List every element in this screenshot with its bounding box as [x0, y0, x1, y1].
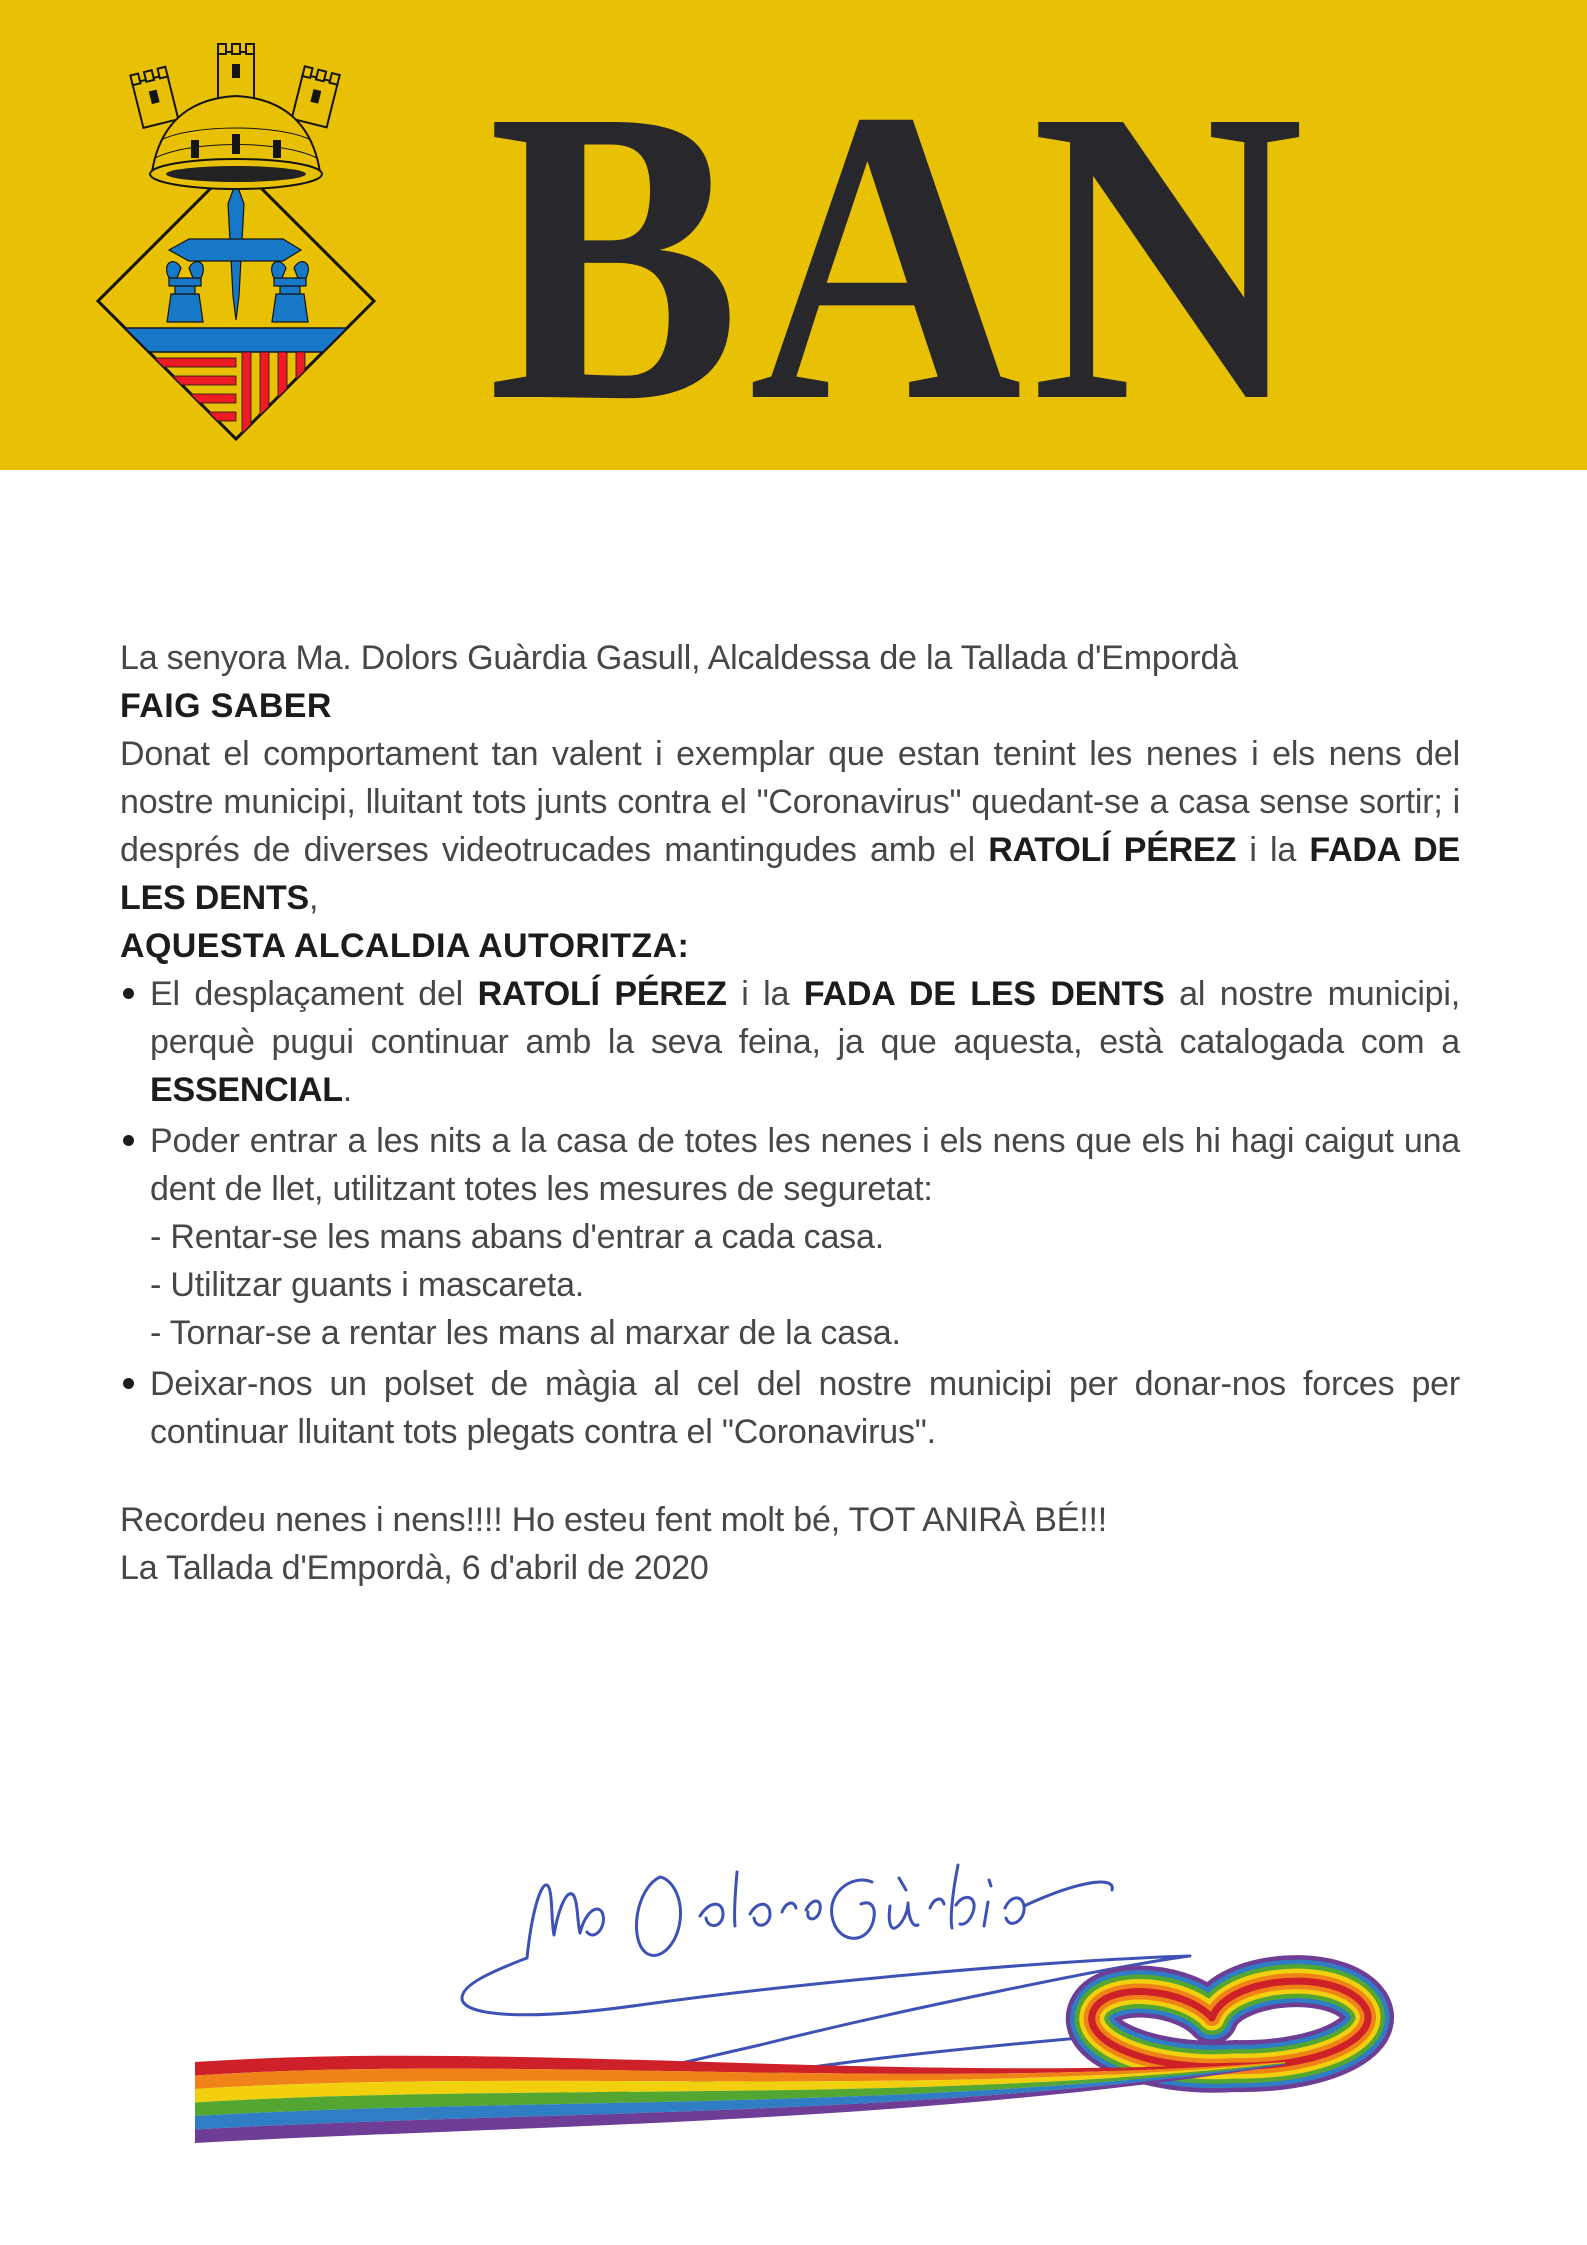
- sub-item: - Utilitzar guants i mascareta.: [150, 1266, 585, 1304]
- page-title: BAN: [488, 23, 1314, 488]
- crest-band: [125, 328, 347, 352]
- fada-dents-bold: FADA DE LES DENTS: [803, 975, 1165, 1013]
- paragraph-text: Donat el comportament tan valent i exemplar que estan tenint les nenes i els nens del nostre municipi, lluitant tots junts contra el "Coronavirus" quedant-se a casa sense sortir; i després de diverses videotrucades mantingudes amb el: [120, 735, 1460, 869]
- dateline: La Tallada d'Empordà, 6 d'abril de 2020: [120, 1549, 709, 1587]
- bullet-dot: [123, 1378, 134, 1389]
- crest-crown: [130, 44, 339, 189]
- rainbow-heart-graphic: [0, 1950, 1587, 2245]
- list-item-text: .: [342, 1071, 353, 1109]
- signature-name-ma: [527, 1885, 603, 1958]
- rainbow-swoosh: [195, 2056, 1285, 2143]
- list-item-text: Poder entrar a les nits a la casa de totes les nenes i els nens que els hi hagi caigut una dent de llet, utilitzant totes les mesures de seguretat:: [150, 1122, 1460, 1208]
- list-item-text: i la: [726, 975, 804, 1013]
- list-item-text: al nostre municipi, perquè pugui continuar amb la seva feina, ja que aquesta, està catalogada com a: [150, 975, 1460, 1061]
- fada-dents-bold: FADA DE LES DENTS: [120, 831, 1460, 917]
- authorization-list: [120, 970, 1460, 1456]
- list-item: [120, 1360, 1460, 1456]
- list-item: [120, 970, 1460, 1114]
- crest-cross-arm: [169, 239, 301, 261]
- list-item-text: Deixar-nos un polset de màgia al cel del nostre municipi per donar-nos forces per continuar lluitant tots plegats contra el "Coronavirus".: [150, 1365, 1460, 1451]
- bullet-dot: [123, 988, 134, 999]
- reminder-line: Recordeu nenes i nens!!!! Ho esteu fent molt bé, TOT ANIRÀ BÉ!!!: [120, 1501, 1107, 1539]
- bullet-dot: [123, 1135, 134, 1146]
- list-item: [120, 1117, 1460, 1357]
- header-banner: [0, 0, 1587, 488]
- signature-name-guardia: [832, 1865, 1025, 1938]
- rainbow-heart: [1092, 1981, 1368, 2067]
- ratoli-perez-bold: RATOLÍ PÉREZ: [988, 831, 1237, 869]
- paragraph-text: i la: [1236, 831, 1310, 869]
- faig-saber-heading: FAIG SABER: [120, 687, 332, 725]
- sub-item: - Rentar-se les mans abans d'entrar a cada casa.: [150, 1218, 884, 1256]
- ratoli-perez-bold: RATOLÍ PÉREZ: [477, 975, 727, 1013]
- essencial-bold: ESSENCIAL: [150, 1071, 343, 1109]
- signature-name-dolors: [636, 1872, 820, 1955]
- paragraph-text: ,: [309, 879, 319, 917]
- municipal-crest-icon: [85, 28, 385, 463]
- authorize-heading: AQUESTA ALCALDIA AUTORITZA:: [120, 927, 690, 965]
- list-item-text: El desplaçament del: [150, 975, 478, 1013]
- proclamation-body: [120, 634, 1460, 1592]
- mayor-intro-line: La senyora Ma. Dolors Guàrdia Gasull, Alcaldessa de la Tallada d'Empordà: [120, 639, 1238, 677]
- sub-item: - Tornar-se a rentar les mans al marxar de la casa.: [150, 1314, 901, 1352]
- intro-paragraph: [120, 730, 1460, 922]
